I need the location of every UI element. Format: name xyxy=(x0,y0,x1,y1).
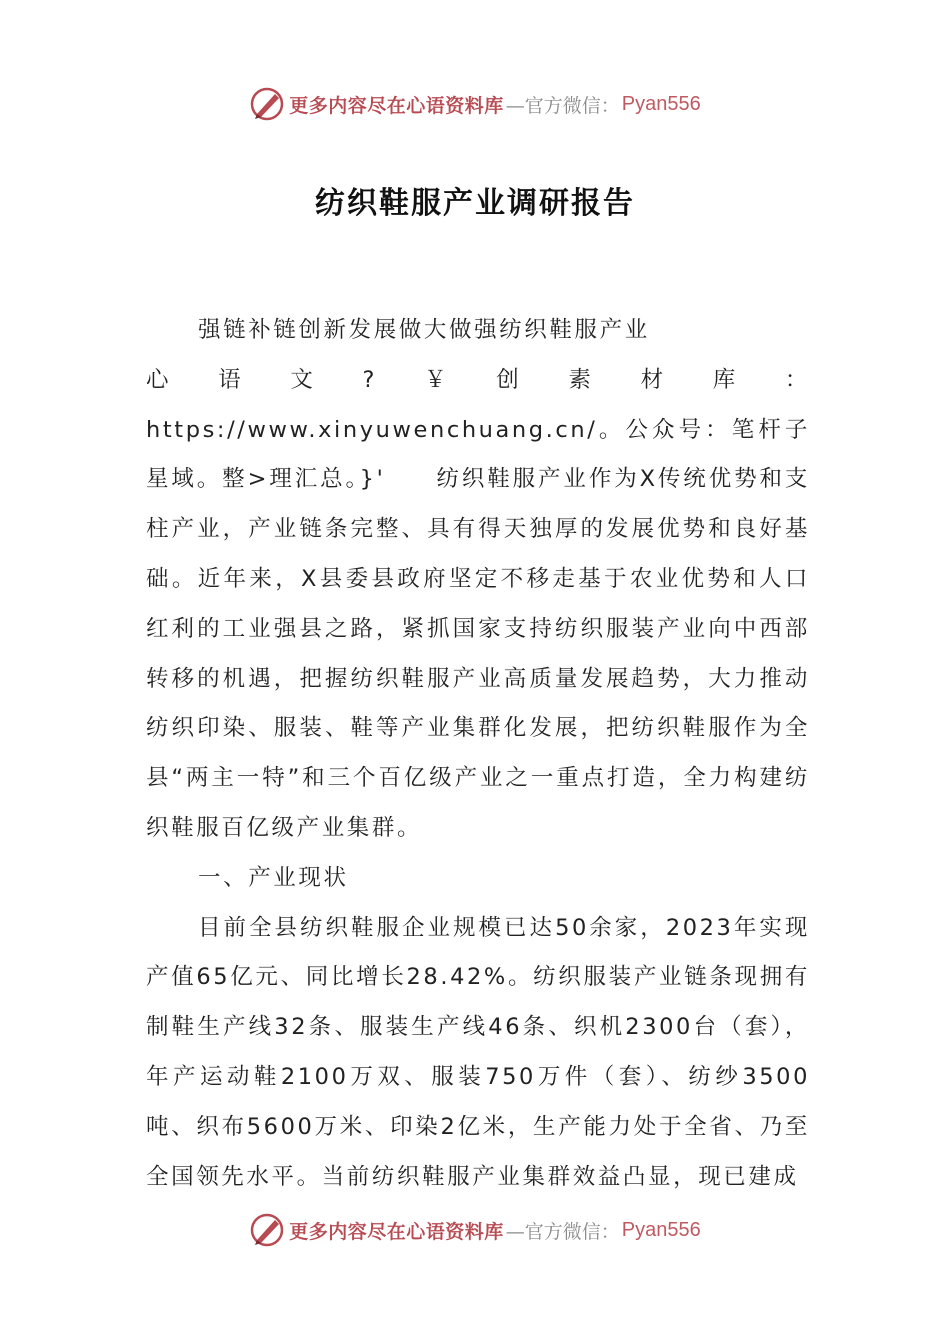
section-heading: 一、产业现状 xyxy=(198,864,349,891)
paragraph-subtitle: 强链补链创新发展做大做强纺织鞋服产业 xyxy=(198,317,650,343)
watermark-banner-top xyxy=(0,84,950,124)
pen-logo-icon xyxy=(249,86,285,122)
banner-main-text: 更多内容尽在心语资料库 xyxy=(289,94,504,117)
paragraph-intro: 心语文?￥创素材库：https://www.xinyuwenchuang.cn/。公众号：笔杆子星域。整>理汇总。}' 纺织鞋服产业作为X传统优势和支柱产业，产业链条完整、具有得天独厚的发展优势和良好基础。近年来，X县委县政府坚定不移走基于农业优势和人口红利的工业强县之路，紧抓国家支持纺织服装产业向中西部转移的机遇，把握纺织鞋服产业高质量发展趋势，大力推动纺织印染、服装、鞋等产业集群化发展，把纺织鞋服作为全县“两主一特”和三个百亿级产业之一重点打造，全力构建纺织鞋服百亿级产业集群。 xyxy=(146,366,810,841)
banner-sub-text: —官方微信： xyxy=(505,94,620,117)
watermark-banner-bottom xyxy=(0,1210,950,1250)
banner-main-text: 更多内容尽在心语资料库 xyxy=(289,1220,504,1243)
document-title: 纺织鞋服产业调研报告 xyxy=(315,186,635,221)
banner-sub-text: —官方微信： xyxy=(505,1220,620,1243)
banner-wechat-id: Pyan556 xyxy=(621,1218,701,1241)
paragraph-status: 目前全县纺织鞋服企业规模已达50余家，2023年实现产值65亿元、同比增长28.42%。纺织服装产业链条现拥有制鞋生产线32条、服装生产线46条、织机2300台（套），年产运动鞋2100万双、服装750万件（套）、纺纱3500吨、织布5600万米、印染2亿米，生产能力处于全省、乃至全国领先水平。当前纺织鞋服产业集群效益凸显，现已建成 xyxy=(146,914,810,1190)
pen-logo-icon xyxy=(249,1212,285,1248)
banner-wechat-id: Pyan556 xyxy=(621,92,701,115)
document-body xyxy=(146,306,810,1202)
